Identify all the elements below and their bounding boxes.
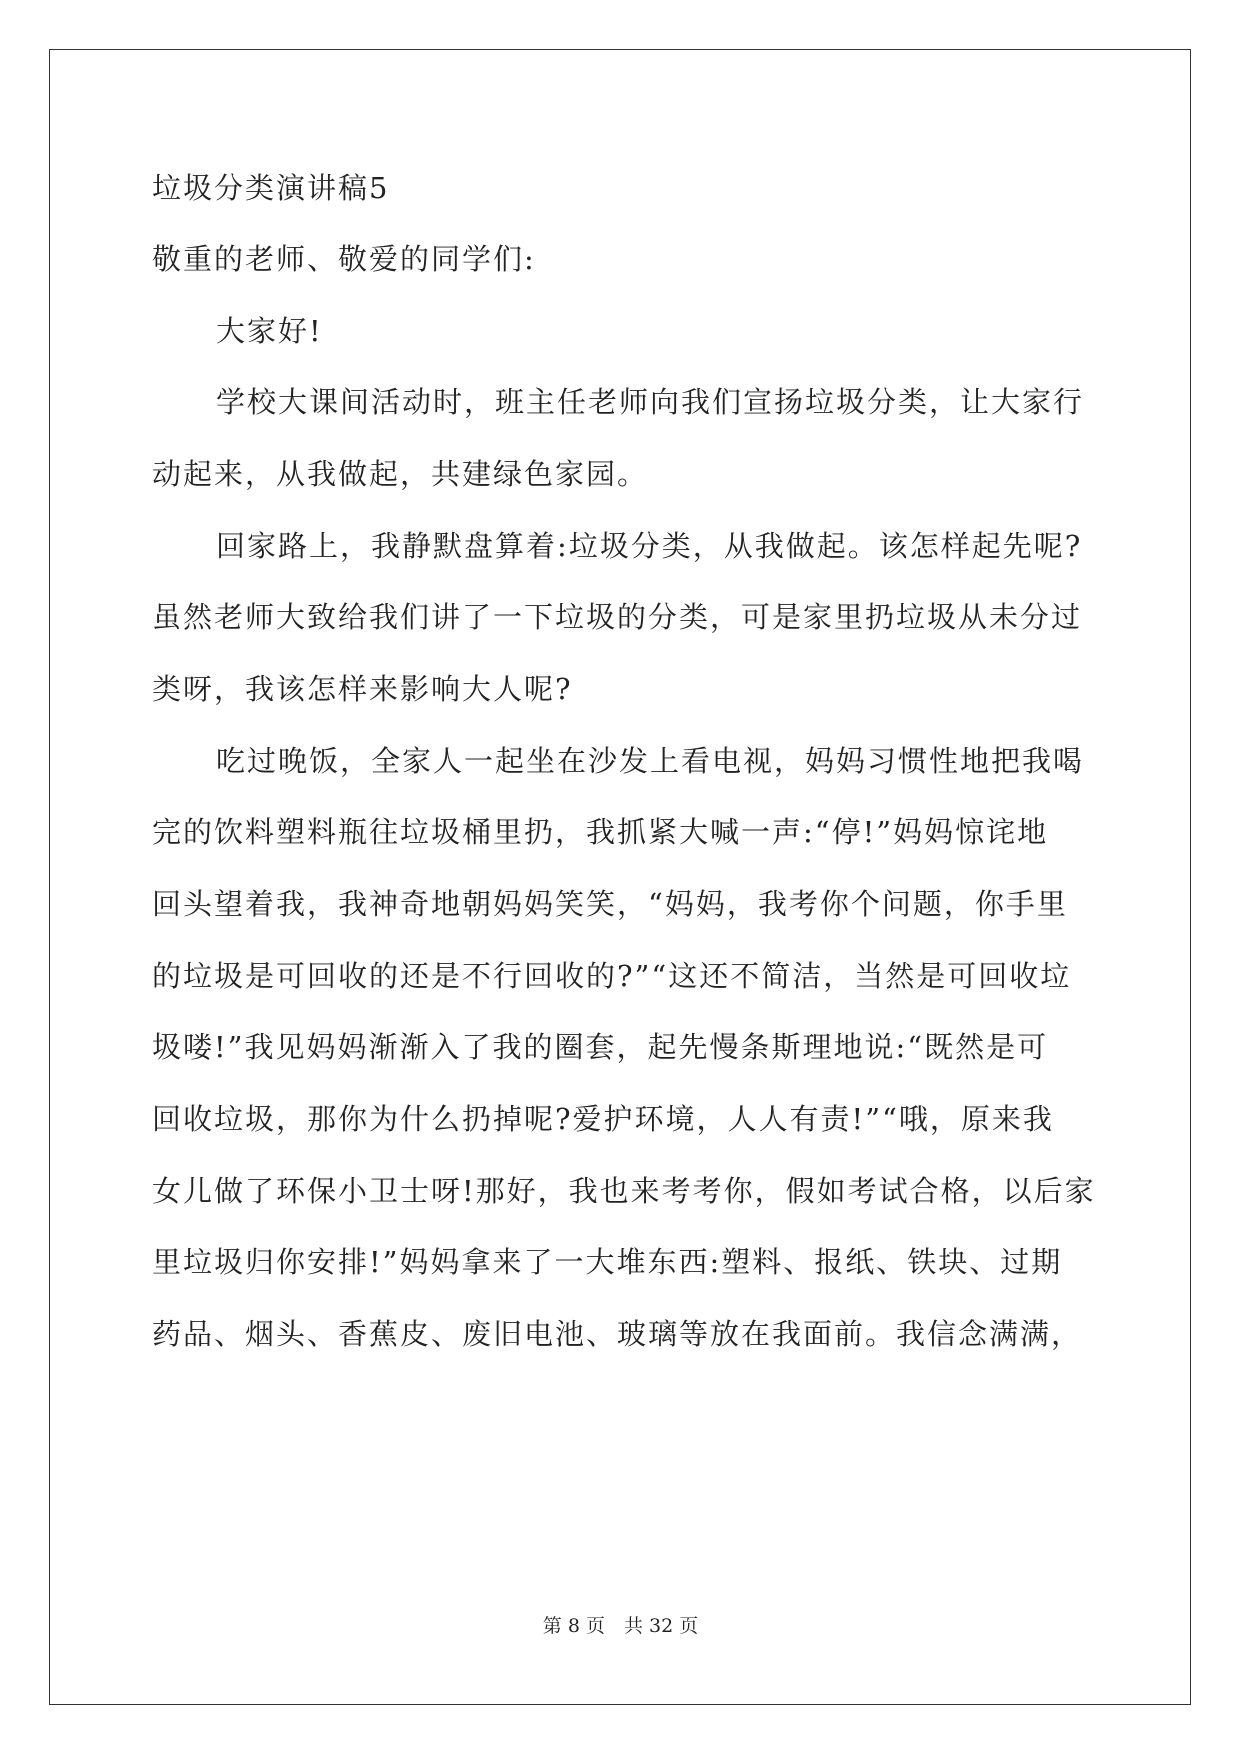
paragraph-line: 吃过晚饭，全家人一起坐在沙发上看电视，妈妈习惯性地把我喝	[216, 744, 1085, 778]
page-number-footer: 第 8 页 共 32 页	[542, 1615, 699, 1637]
paragraph-line: 大家好!	[216, 314, 323, 348]
paragraph-line: 虽然老师大致给我们讲了一下垃圾的分类，可是家里扔垃圾从未分过	[152, 600, 1083, 634]
paragraph-line: 圾喽!”我见妈妈渐渐入了我的圈套，起先慢条斯理地说:“既然是可	[152, 1030, 1049, 1064]
paragraph-line: 动起来，从我做起，共建绿色家园。	[152, 457, 649, 491]
paragraph-line: 学校大课间活动时，班主任老师向我们宣扬垃圾分类，让大家行	[216, 385, 1085, 419]
greeting-line: 敬重的老师、敬爱的同学们:	[152, 242, 536, 276]
paragraph-line: 女儿做了环保小卫士呀!那好，我也来考考你，假如考试合格，以后家	[152, 1174, 1096, 1208]
page-border	[49, 49, 1191, 1705]
document-title: 垃圾分类演讲稿5	[152, 171, 390, 205]
paragraph-line: 回头望着我，我神奇地朝妈妈笑笑，“妈妈，我考你个问题，你手里	[152, 887, 1068, 921]
paragraph-line: 回收垃圾，那你为什么扔掉呢?爱护环境，人人有责!”“哦，原来我	[152, 1102, 1054, 1136]
paragraph-line: 的垃圾是可回收的还是不行回收的?”“这还不简洁，当然是可回收垃	[152, 959, 1072, 993]
paragraph-line: 完的饮料塑料瓶往垃圾桶里扔，我抓紧大喊一声:“停!”妈妈惊诧地	[152, 815, 1049, 849]
paragraph-line: 药品、烟头、香蕉皮、废旧电池、玻璃等放在我面前。我信念满满，	[152, 1317, 1083, 1351]
paragraph-line: 里垃圾归你安排!”妈妈拿来了一大堆东西:塑料、报纸、铁块、过期	[152, 1245, 1063, 1279]
paragraph-line: 回家路上，我静默盘算着:垃圾分类，从我做起。该怎样起先呢?	[216, 529, 1083, 563]
paragraph-line: 类呀，我该怎样来影响大人呢?	[152, 672, 573, 706]
